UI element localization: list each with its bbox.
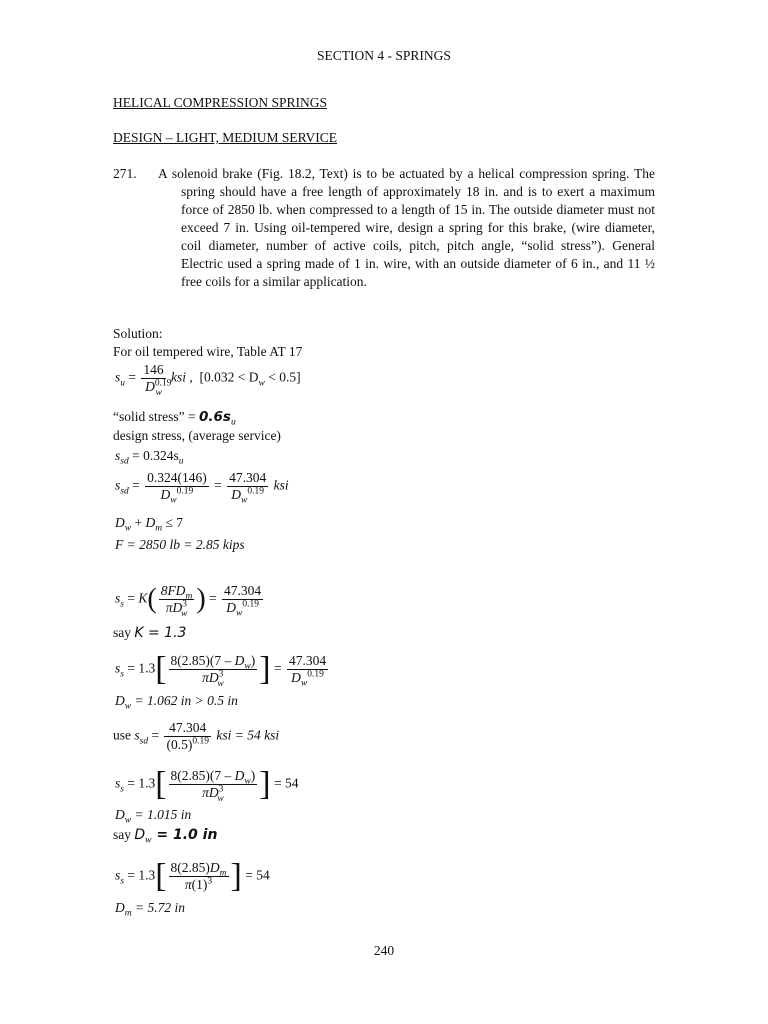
equation-ssd-1: $s_{sd} = 0.324s_u$ (115, 448, 184, 467)
equation-dw-1: $D_w = 1.062$ in > 0.5 in (115, 693, 238, 712)
solution-label: Solution: (113, 326, 163, 341)
equation-su: $s_u$ = $\frac{146}{D^{0.19}_w}$ ksi , $[0.032 < D_w < 0.5]$ (115, 362, 301, 398)
equation-ss-4: $s_s = 1.3$[ $\frac{8(2.85)D_m}{\pi(1)^3}$ ] = 54 (115, 857, 270, 895)
solution-line-table: For oil tempered wire, Table AT 17 (113, 344, 303, 359)
design-stress-label: design stress, (average service) (113, 428, 281, 443)
section-header: SECTION 4 - SPRINGS (317, 48, 451, 63)
heading-helical: HELICAL COMPRESSION SPRINGS (113, 95, 328, 110)
equation-ss-3: $s_s = 1.3$[ $\frac{8(2.85)(7 - D_w)}{\pi D^3_w}$ ] = 54 (115, 765, 299, 804)
equation-ssd-2: $s_{sd}$ = $\frac{0.324(146)}{D_w^{0.19}}$ = $\frac{47.304}{D_w^{0.19}}$ ksi (115, 470, 289, 506)
solid-stress-line: “solid stress” = $0.6s_u$ (113, 409, 236, 428)
equation-use: use $s_{sd}$ = $\frac{47.304}{(0.5)^{0.19}}$ ksi = 54 ksi (113, 720, 280, 752)
equation-dm: $D_m = 5.72$ in (115, 900, 185, 919)
heading-design: DESIGN – LIGHT, MEDIUM SERVICE (113, 130, 338, 145)
page-number: 240 (373, 943, 395, 958)
equation-ss-2: $s_s = 1.3$[ $\frac{8(2.85)(7 - D_w)}{\pi D^3_w}$ ] = $\frac{47.304}{D_w^{0.19}}$ (115, 650, 327, 689)
problem-statement: A solenoid brake (Fig. 18.2, Text) is to be actuated by a helical compression spring. The spring should have a free length of approximately 18 in. and is to exert a maximum force of 2850 lb. when compressed to a length of 15 in. The outside diameter must not exceed 7 in. Using oil-tempered wire, design a spring for this brake, (wire diameter, coil diameter, number of active coils, pitch, pitch angle, “solid stress”). General Electric used a spring made of 1 in. wire, with an outside diameter of 6 in., and 11 ½ free coils for a similar application. (158, 166, 655, 289)
say-dw-line: say $D_w = 1.0$ in (113, 827, 218, 846)
equation-dw-2: $D_w = 1.015$ in (115, 807, 192, 826)
equation-ss-1: $s_s = K$( $\frac{8FD_m}{\pi D^3_w}$ ) = $\frac{47.304}{D_w^{0.19}}$ (115, 583, 262, 619)
say-k-line: say K = 1.3 (113, 625, 187, 641)
equation-force: F = 2850 lb = 2.85 kips (115, 537, 245, 552)
problem-number: 271. (113, 166, 137, 181)
equation-dw-dm: $D_w + D_m \le 7$ (115, 515, 184, 534)
